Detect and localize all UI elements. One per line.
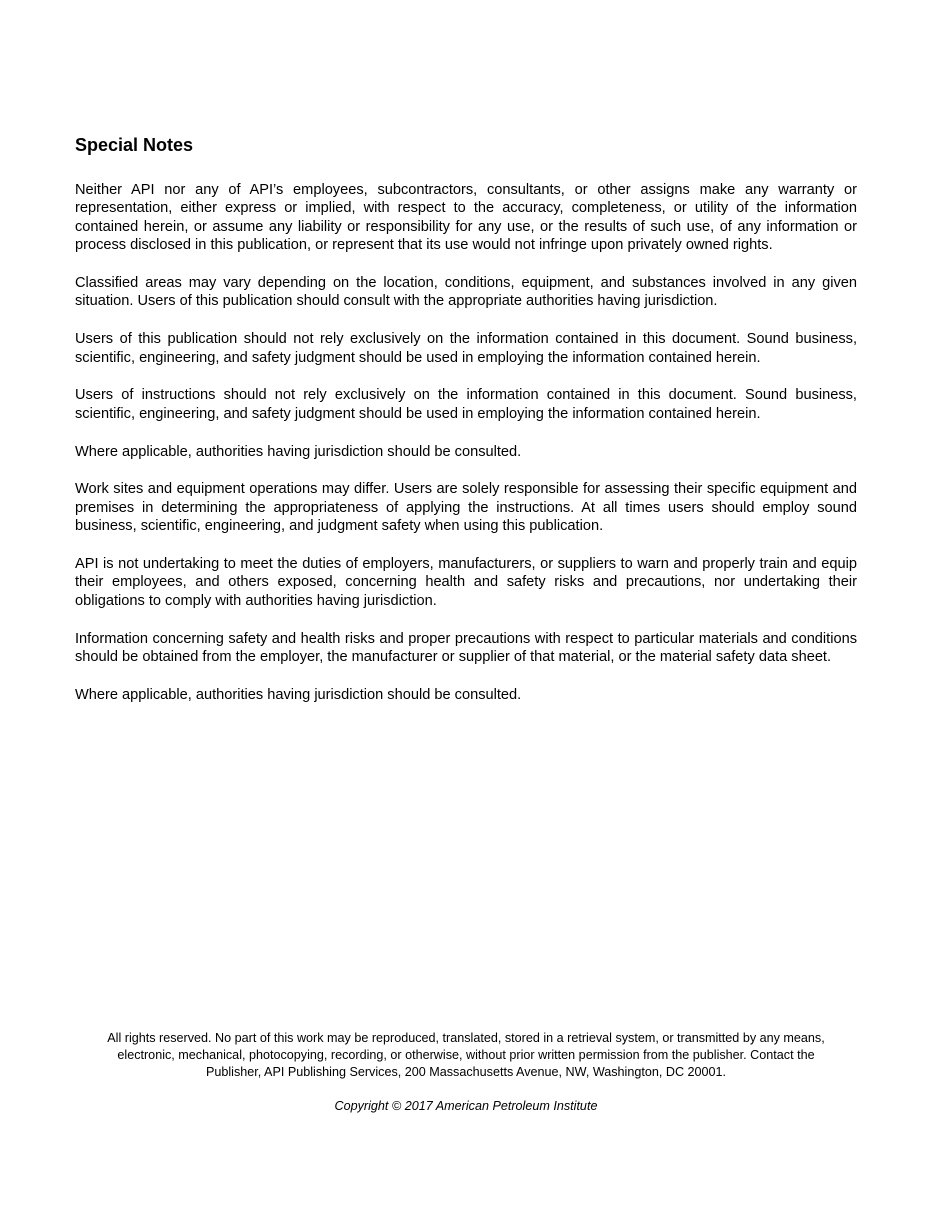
- paragraph-instructions-reliance: Users of instructions should not rely exclusively on the information contained in this document. Sound business, scientific, engineering, and safety judgment should be used in employing the information contained herein.: [75, 387, 857, 422]
- paragraph-authorities-consulted: Where applicable, authorities having jurisdiction should be consulted.: [75, 443, 522, 460]
- rights-line: Publisher, API Publishing Services, 200 Massachusetts Avenue, NW, Washington, DC 20001.: [205, 1065, 727, 1079]
- paragraph-safety-information: Information concerning safety and health risks and proper precautions with respect to particular materials and conditions should be obtained from the employer, the manufacturer or supplier of that material, or the material safety data sheet.: [75, 630, 857, 666]
- copyright-notice: Copyright © 2017 American Petroleum Institute: [334, 1099, 598, 1113]
- paragraph-classified-areas: Classified areas may vary depending on the location, conditions, equipment, and substances involved in any given situation. Users of this publication should consult with the appropriate authorities having jurisdiction.: [75, 275, 857, 310]
- page-footer: [75, 1030, 857, 1115]
- paragraph-work-sites: Work sites and equipment operations may differ. Users are solely responsible for assessing their specific equipment and premises in determining the appropriateness of applying the instructions. At all times users should employ sound business, scientific, engineering, and judgment safety when using this publication.: [75, 481, 857, 535]
- paragraph-authorities-consulted-repeat: Where applicable, authorities having jurisdiction should be consulted.: [75, 686, 522, 703]
- paragraph-publication-reliance: Users of this publication should not rely exclusively on the information contained in this document. Sound business, scientific, engineering, and safety judgment should be used in employing the information contained herein.: [75, 331, 857, 366]
- paragraph-employer-duties: API is not undertaking to meet the duties of employers, manufacturers, or suppliers to warn and properly train and equip their employees, and others exposed, concerning health and safety risks and precautions, nor undertaking their obligations to comply with authorities having jurisdiction.: [75, 556, 857, 609]
- page-title: Special Notes: [75, 135, 194, 155]
- paragraph-warranty-disclaimer: Neither API nor any of API’s employees, subcontractors, consultants, or other assigns make any warranty or representation, either express or implied, with respect to the accuracy, completeness, or utility of the information contained herein, or assume any liability or responsibility for any use, or the results of such use, of any information or process disclosed in this publication, or represent that its use would not infringe upon privately owned rights.: [75, 182, 857, 254]
- special-notes-section: [75, 133, 857, 724]
- rights-line: electronic, mechanical, photocopying, recording, or otherwise, without prior written permission from the publisher. Contact the: [117, 1048, 815, 1062]
- rights-notice: [75, 1030, 857, 1081]
- rights-line: All rights reserved. No part of this work may be reproduced, translated, stored in a retrieval system, or transmitted by any means,: [107, 1031, 825, 1045]
